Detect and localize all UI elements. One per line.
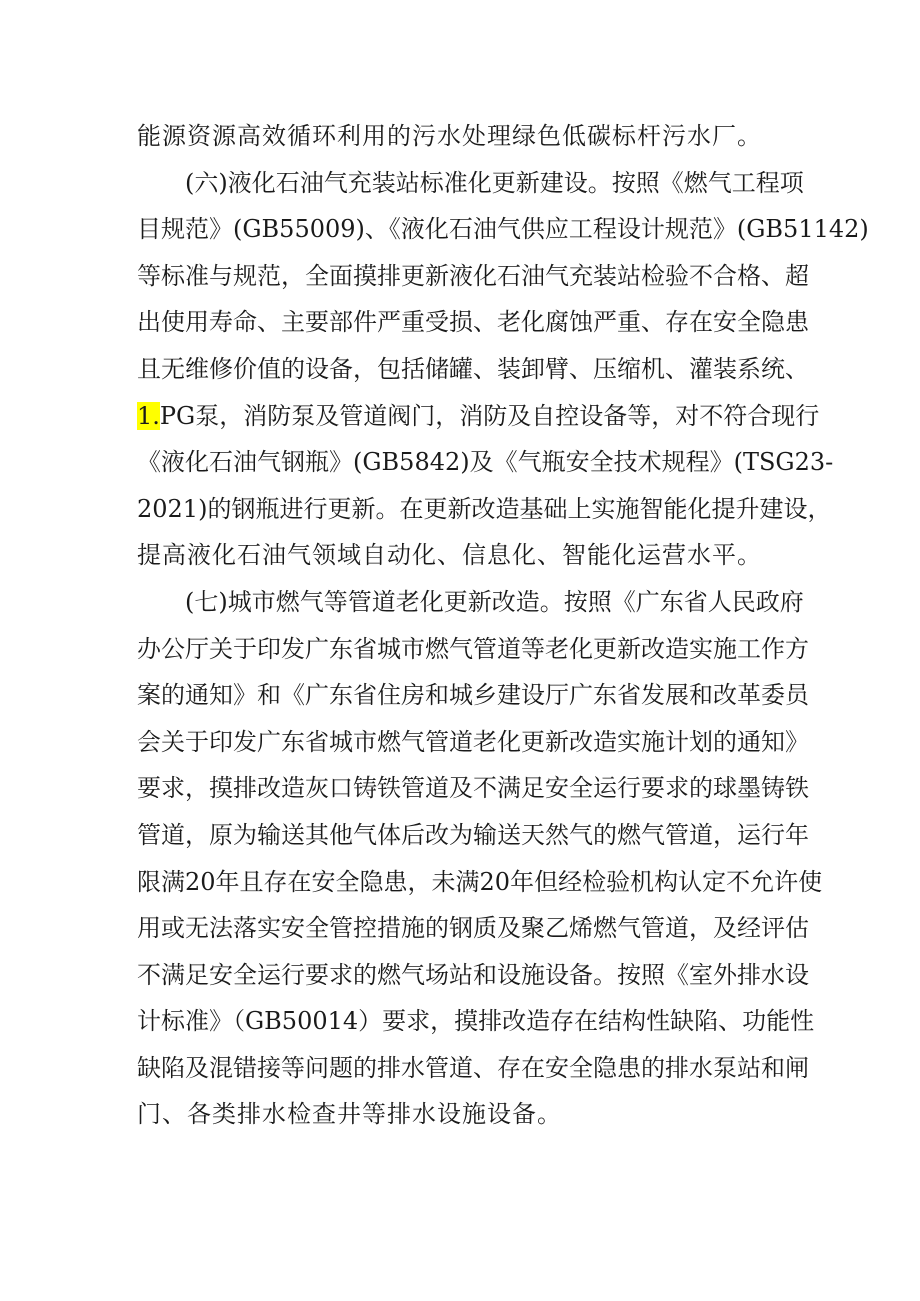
text-line [137, 206, 869, 253]
text-line-content: 门、各类排水检查井等排水设施设备。 [137, 1100, 562, 1129]
text-line [137, 765, 809, 812]
text-line [137, 253, 809, 300]
text-line [137, 346, 809, 393]
text-line-content: 能源资源高效循环利用的污水处理绿色低碳标杆污水厂。 [137, 122, 762, 150]
highlighted-text: 1. [137, 401, 160, 430]
text-line-content: 且无维修价值的设备，包括储罐、装卸臂、压缩机、灌装系统、 [137, 354, 809, 383]
text-line [137, 812, 809, 859]
text-line [137, 579, 804, 626]
text-line [137, 952, 809, 999]
text-line-content: 等标准与规范，全面摸排更新液化石油气充装站检验不合格、超 [137, 261, 809, 290]
text-line-content: 不满足安全运行要求的燃气场站和设施设备。按照《室外排水设 [137, 960, 809, 989]
text-line [137, 719, 809, 766]
text-line [137, 905, 809, 952]
text-line-content: 办公厅关于印发广东省城市燃气管道等老化更新改造实施工作方 [137, 634, 809, 663]
text-line [137, 299, 809, 346]
text-line-content: 《液化石油气钢瓶》(GB5842)及《气瓶安全技术规程》(TSG23- [137, 448, 834, 477]
text-line-content: 缺陷及混错接等问题的排水管道、存在安全隐患的排水泵站和闸 [137, 1053, 809, 1082]
text-line-content: PG泵，消防泵及管道阀门，消防及自控设备等，对不符合现行 [159, 401, 820, 430]
text-line [137, 1045, 809, 1092]
text-line-content: 管道，原为输送其他气体后改为输送天然气的燃气管道，运行年 [137, 820, 809, 849]
text-line [137, 439, 834, 486]
text-line [137, 113, 797, 160]
text-line [137, 393, 820, 440]
text-line-content: 出使用寿命、主要部件严重受损、老化腐蚀严重、存在安全隐患 [137, 308, 809, 337]
text-line [137, 998, 815, 1045]
text-line-content: (七)城市燃气等管道老化更新改造。按照《广东省人民政府 [185, 587, 804, 616]
text-line-content: 限满20年且存在安全隐患，未满20年但经检验机构认定不允许使 [137, 867, 823, 896]
text-line [137, 532, 797, 579]
text-line-content: 要求，摸排改造灰口铸铁管道及不满足安全运行要求的球墨铸铁 [137, 774, 809, 803]
text-line-content: 会关于印发广东省城市燃气管道老化更新改造实施计划的通知》 [137, 727, 809, 756]
text-line [137, 672, 809, 719]
text-line-content: 用或无法落实安全管控措施的钢质及聚乙烯燃气管道，及经评估 [137, 914, 809, 943]
text-line-content: 目规范》(GB55009)、《液化石油气供应工程设计规范》(GB51142) [137, 215, 869, 244]
text-line [137, 486, 832, 533]
body-text [137, 113, 869, 1138]
text-line [137, 859, 823, 906]
text-line-content: 提高液化石油气领域自动化、信息化、智能化运营水平。 [137, 541, 762, 570]
text-line-content: 2021)的钢瓶进行更新。在更新改造基础上实施智能化提升建设， [137, 494, 832, 523]
text-line [137, 160, 804, 207]
text-line-content: 案的通知》和《广东省住房和城乡建设厅广东省发展和改革委员 [137, 681, 809, 710]
text-line-content: (六)液化石油气充装站标准化更新建设。按照《燃气工程项 [185, 168, 804, 197]
text-line [137, 1091, 797, 1138]
text-line-content: 计标准》（GB50014）要求，摸排改造存在结构性缺陷、功能性 [137, 1007, 815, 1036]
text-line [137, 626, 809, 673]
